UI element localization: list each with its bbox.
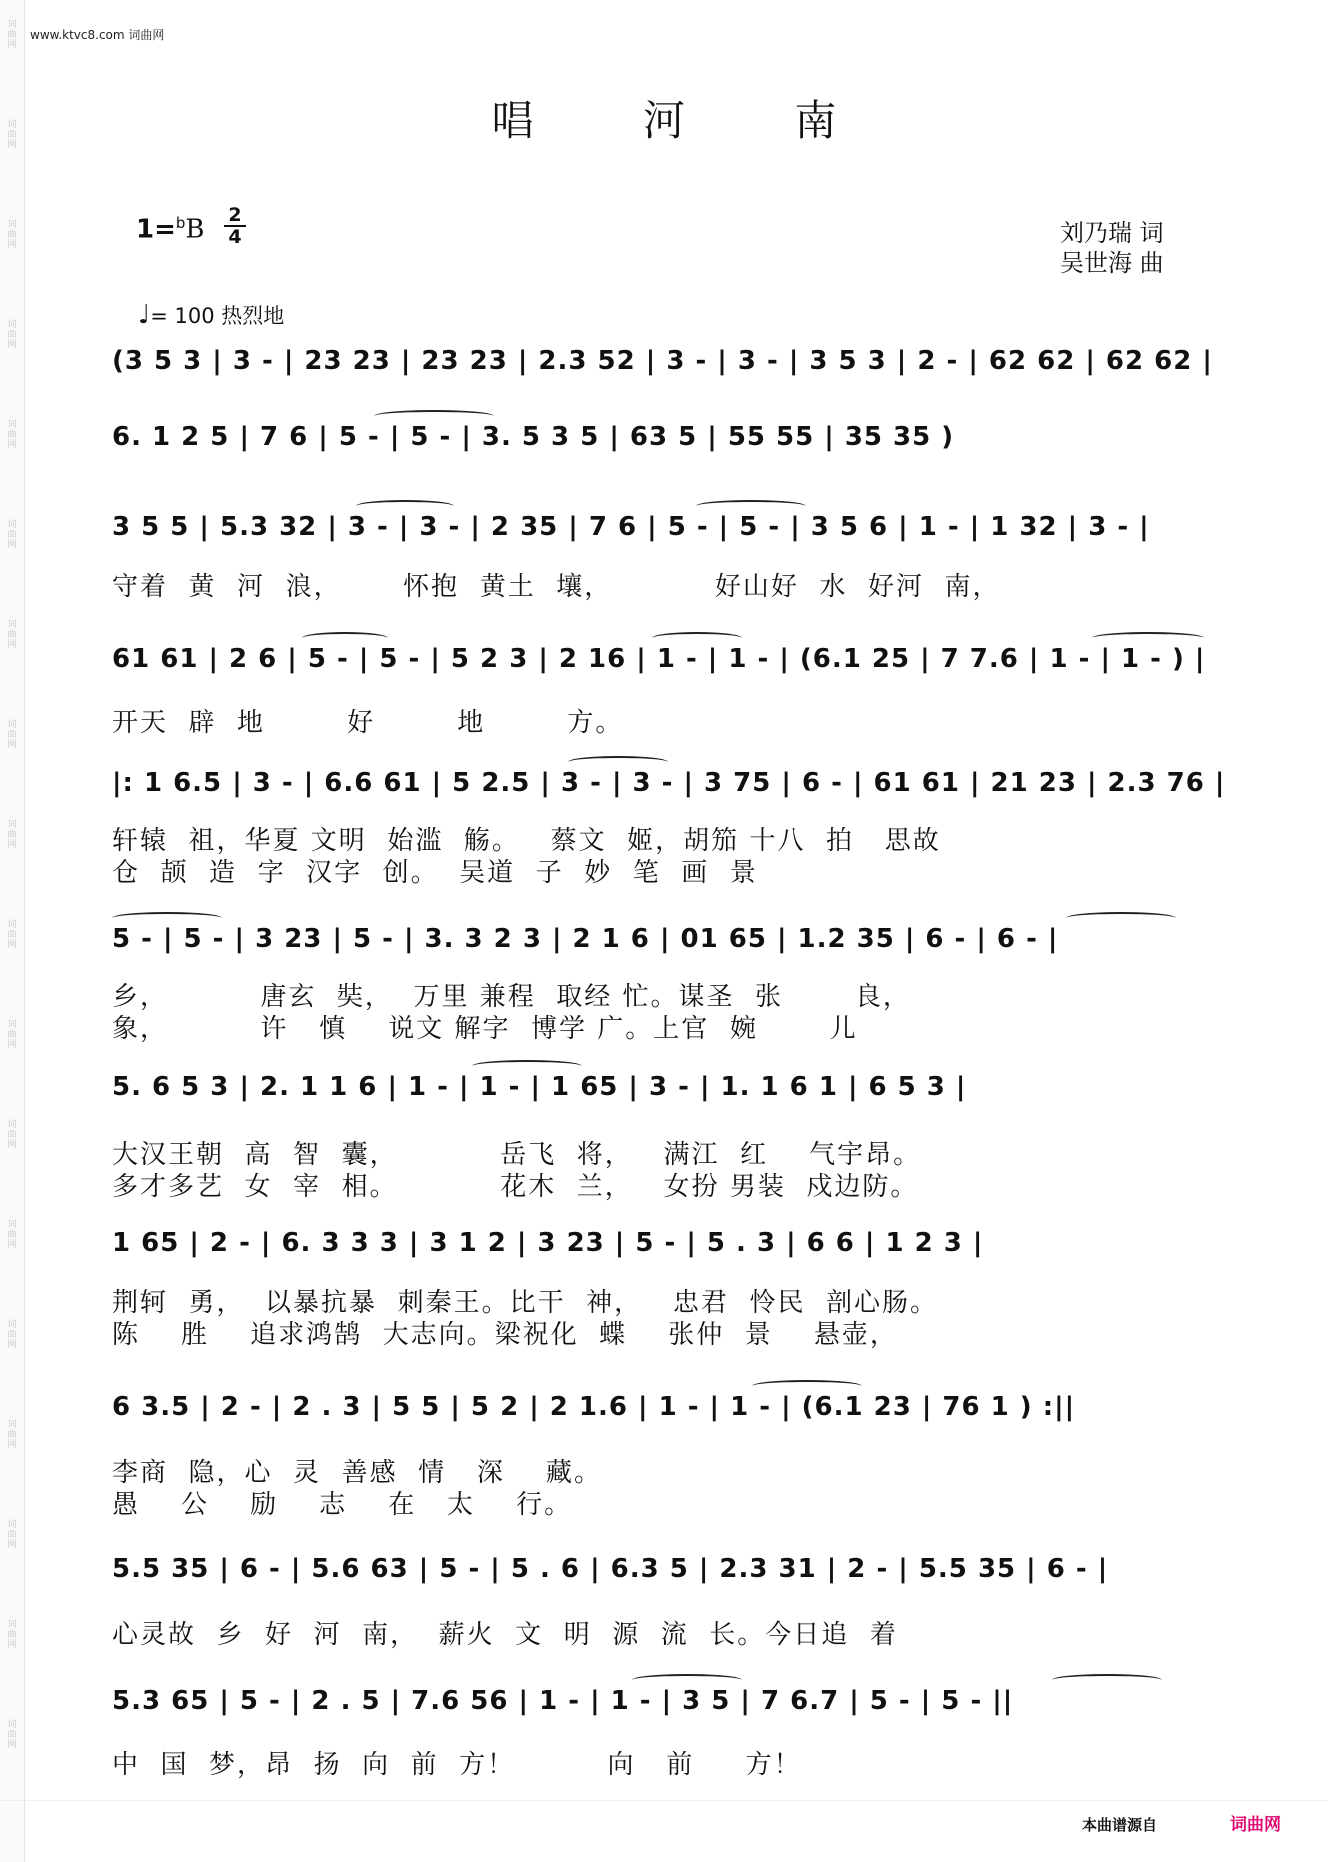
key-signature <box>136 214 205 245</box>
composer-credit: 吴世海 曲 <box>1060 249 1164 277</box>
side-watermark: 词曲网 <box>7 1420 17 1450</box>
slur-mark <box>1092 632 1204 644</box>
score-notes: 3 5 5 | 5.3 32 | 3 - | 3 - | 2 35 | 7 6 | 5 - | 5 - | 3 5 6 | 1 - | 1 32 | 3 - | <box>112 512 1150 542</box>
slur-mark <box>1052 1674 1162 1686</box>
lyric-verse-1: 荆轲 勇， 以暴抗暴 刺秦王。比干 神， 忠君 怜民 剖心肠。 <box>112 1288 938 1318</box>
score-line-4 <box>112 638 1228 694</box>
side-watermark-strip <box>0 0 25 1862</box>
slur-mark <box>652 632 742 644</box>
side-watermark: 词曲网 <box>7 220 17 250</box>
slur-mark <box>632 1674 742 1686</box>
song-title: 唱 河 南 <box>491 96 885 145</box>
score-line-6 <box>112 918 1228 974</box>
side-watermark: 词曲网 <box>7 320 17 350</box>
time-signature <box>224 206 246 246</box>
score-notes: 1 65 | 2 - | 6. 3 3 3 | 3 1 2 | 3 23 | 5 - | 5 . 3 | 6 6 | 1 2 3 | <box>112 1228 984 1258</box>
lyric-verse-2: 多才多艺 女 宰 相。 花木 兰， 女扮 男装 戍边防。 <box>112 1172 919 1202</box>
score-notes: 6 3.5 | 2 - | 2 . 3 | 5 5 | 5 2 | 2 1.6 | 1 - | 1 - | (6.1 23 | 76 1 ) :|| <box>112 1392 1076 1422</box>
score-line-11 <box>112 1680 1228 1736</box>
slur-mark <box>472 1060 582 1072</box>
score-line-1 <box>112 340 1228 396</box>
side-watermark: 词曲网 <box>7 1220 17 1250</box>
score-line-3 <box>112 506 1228 562</box>
lyric-verse-2: 愚 公 励 志 在 太 行。 <box>112 1490 573 1520</box>
side-watermark: 词曲网 <box>7 920 17 950</box>
lyric-line: 中 国 梦，昂 扬 向 前 方！ 向 前 方！ <box>112 1750 802 1780</box>
lyric-verse-1: 大汉王朝 高 智 囊， 岳飞 将， 满江 红 气宇昂。 <box>112 1140 922 1170</box>
lyric-verse-1: 轩辕 祖，华夏 文明 始滥 觞。 蔡文 姬，胡笳 十八 拍 思故 <box>112 826 941 856</box>
key-prefix: 1= <box>136 214 176 245</box>
slur-mark <box>112 912 222 924</box>
time-signature-bottom: 4 <box>228 226 242 248</box>
tempo-text: = 100 热烈地 <box>150 304 285 328</box>
score-notes: 5.3 65 | 5 - | 2 . 5 | 7.6 56 | 1 - | 1 - | 3 5 | 7 6.7 | 5 - | 5 - || <box>112 1686 1014 1716</box>
tempo-marking <box>138 300 284 330</box>
score-line-9 <box>112 1386 1228 1442</box>
slur-mark <box>374 410 494 422</box>
slur-mark <box>1066 912 1176 924</box>
score-notes: (3 5 3 | 3 - | 23 23 | 23 23 | 2.3 52 | 3 - | 3 - | 3 5 3 | 2 - | 62 62 | 62 62 | <box>112 346 1213 376</box>
quarter-note-icon: ♩ <box>138 300 151 330</box>
side-watermark: 词曲网 <box>7 120 17 150</box>
side-watermark: 词曲网 <box>7 1120 17 1150</box>
side-watermark: 词曲网 <box>7 420 17 450</box>
lyric-verse-2: 象， 许 慎 说文 解字 博学 广。上官 婉 儿 <box>112 1014 858 1044</box>
lyric-line: 开天 辟 地 好 地 方。 <box>112 708 624 738</box>
side-watermark: 词曲网 <box>7 620 17 650</box>
time-signature-top: 2 <box>228 204 242 226</box>
credits <box>1060 218 1164 278</box>
lyric-verse-1: 乡， 唐玄 奘， 万里 兼程 取经 忙。谋圣 张 良， <box>112 982 911 1012</box>
slur-mark <box>568 756 668 768</box>
slur-mark <box>752 1380 862 1392</box>
slur-mark <box>696 500 806 512</box>
flat-sign: b <box>175 214 186 232</box>
score-line-2 <box>112 416 1228 472</box>
side-watermark: 词曲网 <box>7 20 17 50</box>
score-line-10 <box>112 1548 1228 1604</box>
side-watermark: 词曲网 <box>7 820 17 850</box>
lyricist-credit: 刘乃瑞 词 <box>1060 219 1164 247</box>
side-watermark: 词曲网 <box>7 1020 17 1050</box>
footer-divider <box>0 1800 1328 1801</box>
side-watermark: 词曲网 <box>7 520 17 550</box>
score-line-8 <box>112 1222 1228 1278</box>
score-notes: |: 1 6.5 | 3 - | 6.6 61 | 5 2.5 | 3 - | 3 - | 3 75 | 6 - | 61 61 | 21 23 | 2.3 76 | <box>112 768 1226 798</box>
footer-source: 本曲谱源自 <box>1082 1816 1158 1834</box>
score-notes: 5 - | 5 - | 3 23 | 5 - | 3. 3 2 3 | 2 1 6 | 01 65 | 1.2 35 | 6 - | 6 - | <box>112 924 1059 954</box>
score-notes: 5.5 35 | 6 - | 5.6 63 | 5 - | 5 . 6 | 6.3 5 | 2.3 31 | 2 - | 5.5 35 | 6 - | <box>112 1554 1109 1584</box>
score-notes: 61 61 | 2 6 | 5 - | 5 - | 5 2 3 | 2 16 | 1 - | 1 - | (6.1 25 | 7 7.6 | 1 - | 1 - ) | <box>112 644 1206 674</box>
side-watermark: 词曲网 <box>7 1520 17 1550</box>
side-watermark: 词曲网 <box>7 1720 17 1750</box>
lyric-verse-2: 仓 颉 造 字 汉字 创。 吴道 子 妙 笔 画 景 <box>112 858 758 888</box>
lyric-verse-2: 陈 胜 追求鸿鹄 大志向。梁祝化 蝶 张仲 景 悬壶， <box>112 1320 898 1350</box>
score-notes: 5. 6 5 3 | 2. 1 1 6 | 1 - | 1 - | 1 65 | 3 - | 1. 1 6 1 | 6 5 3 | <box>112 1072 967 1102</box>
side-watermark: 词曲网 <box>7 720 17 750</box>
score-line-5 <box>112 762 1228 818</box>
lyric-verse-1: 李商 隐，心 灵 善感 情 深 藏。 <box>112 1458 602 1488</box>
slur-mark <box>302 632 388 644</box>
score-line-7 <box>112 1066 1228 1122</box>
site-header: www.ktvc8.com 词曲网 <box>30 28 165 42</box>
key-letter: B <box>185 214 205 245</box>
lyric-line: 守着 黄 河 浪， 怀抱 黄土 壤， 好山好 水 好河 南， <box>112 572 1001 602</box>
site-logo[interactable]: 词曲网 <box>1230 1815 1281 1835</box>
side-watermark: 词曲网 <box>7 1620 17 1650</box>
score-notes: 6. 1 2 5 | 7 6 | 5 - | 5 - | 3. 5 3 5 | 63 5 | 55 55 | 35 35 ) <box>112 422 955 452</box>
side-watermark: 词曲网 <box>7 1320 17 1350</box>
lyric-line: 心灵故 乡 好 河 南， 薪火 文 明 源 流 长。今日追 着 <box>112 1620 898 1650</box>
slur-mark <box>356 500 454 512</box>
